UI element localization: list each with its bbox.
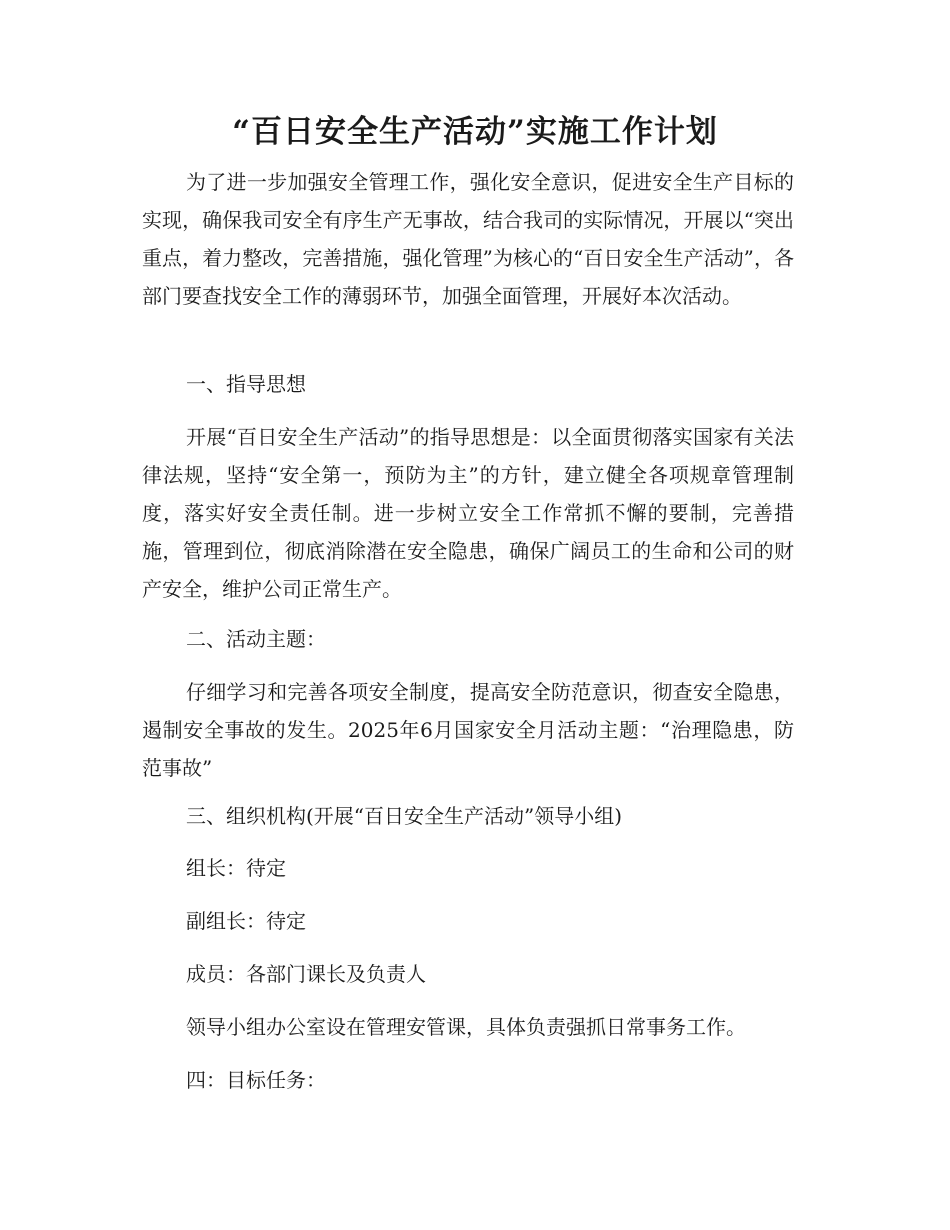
section-heading-objectives: 四：目标任务：: [186, 1068, 326, 1092]
section-heading-activity-theme: 二、活动主题：: [186, 627, 326, 651]
intro-paragraph: 为了进一步加强安全管理工作，强化安全意识，促进安全生产目标的实现，确保我司安全有序生产无事故，结合我司的实际情况，开展以“突出重点，着力整改，完善措施，强化管理”为核心的“百日安全生产活动”，各部门要查找安全工作的薄弱环节，加强全面管理，开展好本次活动。: [142, 170, 794, 308]
activity-theme-paragraph: 仔细学习和完善各项安全制度，提高安全防范意识，彻查安全隐患，遏制安全事故的发生。2025年6月国家安全月活动主题：“治理隐患，防范事故”: [142, 680, 794, 780]
org-item-members: 成员：各部门课长及负责人: [186, 962, 426, 986]
section-heading-guiding-thought: 一、指导思想: [186, 372, 306, 396]
section-heading-organization: 三、组织机构(开展“百日安全生产活动”领导小组): [186, 804, 623, 828]
org-item-deputy-leader: 副组长：待定: [186, 909, 306, 933]
guiding-thought-paragraph: 开展“百日安全生产活动”的指导思想是：以全面贯彻落实国家有关法律法规，坚持“安全第一，预防为主”的方针，建立健全各项规章管理制度，落实好安全责任制。进一步树立安全工作常抓不懈的要制，完善措施，管理到位，彻底消除潜在安全隐患，确保广阔员工的生命和公司的财产安全，维护公司正常生产。: [142, 425, 794, 601]
document-title: “百日安全生产活动”实施工作计划: [232, 114, 718, 150]
org-item-leader: 组长：待定: [186, 856, 286, 880]
org-item-office: 领导小组办公室设在管理安管课，具体负责强抓日常事务工作。: [186, 1015, 746, 1039]
